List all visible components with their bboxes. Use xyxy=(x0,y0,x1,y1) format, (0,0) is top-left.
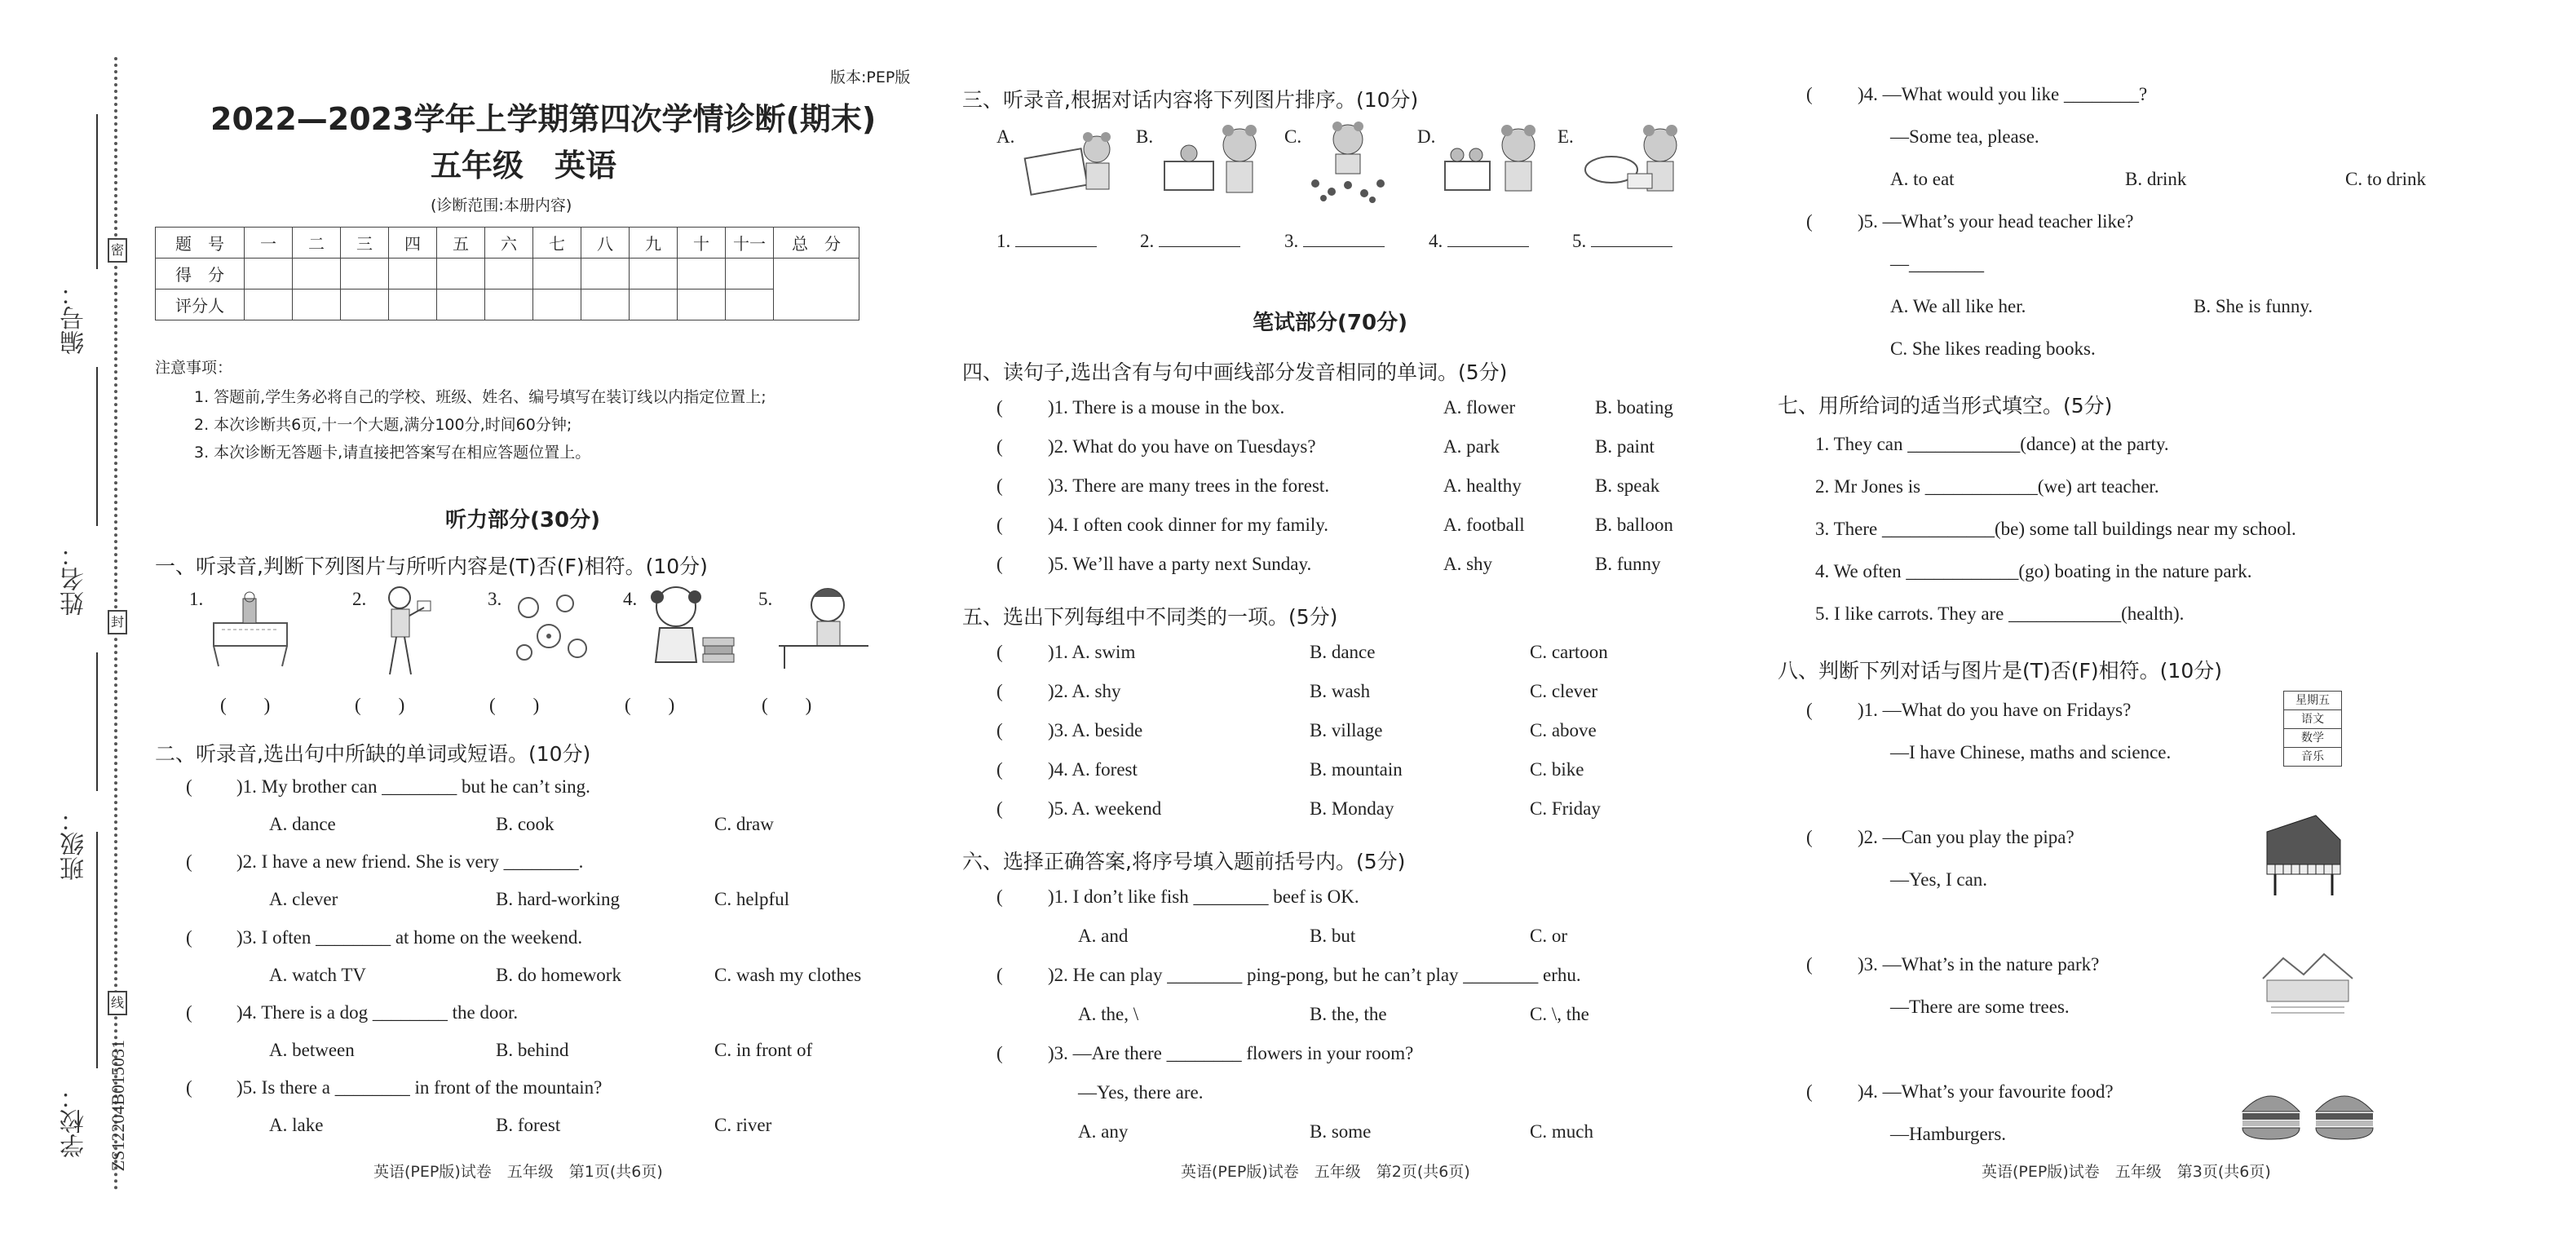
sec3-letter-a: A. xyxy=(996,126,1015,147)
sec7-item-2[interactable]: 2. Mr Jones is ____________(we) art teacher. xyxy=(1815,476,2159,497)
answer-paren[interactable]: ( xyxy=(996,886,1003,907)
answer-line: —I have Chinese, maths and science. xyxy=(1890,742,2172,762)
score-cell[interactable] xyxy=(245,259,293,290)
option-b: B. dance xyxy=(1310,642,1376,662)
score-cell[interactable] xyxy=(341,259,389,290)
answer-line: —Hamburgers. xyxy=(1890,1124,2007,1144)
option-b: B. balloon xyxy=(1595,515,1673,535)
question-text: )4. —What’s your favourite food? xyxy=(1858,1081,2114,1102)
score-cell[interactable] xyxy=(533,259,581,290)
question-text: )2. What do you have on Tuesdays? xyxy=(1048,436,1316,457)
writing-part-heading: 笔试部分(70分) xyxy=(1253,311,1407,335)
option-b: B. paint xyxy=(1595,436,1655,457)
grader-cell[interactable] xyxy=(245,290,293,320)
name-write-line[interactable] xyxy=(96,367,98,526)
table-cell: 七 xyxy=(533,228,581,259)
table-cell: 六 xyxy=(485,228,533,259)
section-4-title: 四、读句子,选出含有与句中画线部分发音相同的单词。(5分) xyxy=(962,360,1508,384)
option-b: B. village xyxy=(1310,720,1383,740)
table-cell: 评分人 xyxy=(156,290,245,320)
schedule-subject: 音乐 xyxy=(2301,750,2324,763)
answer-paren[interactable]: ( xyxy=(996,681,1003,701)
notice-3: 3. 本次诊断无答题卡,请直接把答案写在相应答题位置上。 xyxy=(194,444,591,462)
section-7-title: 七、用所给词的适当形式填空。(5分) xyxy=(1778,394,2113,418)
option-b: B. some xyxy=(1310,1121,1372,1142)
school-write-line[interactable] xyxy=(96,832,98,1068)
version-label: 版本:PEP版 xyxy=(830,69,911,86)
option-c: C. helpful xyxy=(714,889,789,909)
answer-paren[interactable]: ( xyxy=(996,965,1003,985)
sec1-answer-3[interactable]: ( ) xyxy=(489,695,540,715)
option-a: A. flower xyxy=(1443,397,1516,418)
scope-note: (诊断范围:本册内容) xyxy=(431,197,572,214)
total-score-cell[interactable] xyxy=(774,259,859,320)
answer-paren[interactable]: ( xyxy=(186,927,192,948)
option-b: B. She is funny. xyxy=(2194,296,2313,316)
option-a: )5. A. weekend xyxy=(1048,798,1162,819)
school-label: 学校： xyxy=(60,1085,89,1158)
sec1-answer-1[interactable]: ( ) xyxy=(220,695,271,715)
option-a: A. dance xyxy=(269,814,336,834)
answer-paren[interactable]: ( xyxy=(1806,84,1813,104)
answer-paren[interactable]: ( xyxy=(1806,954,1813,975)
answer-paren[interactable]: ( xyxy=(996,515,1003,535)
answer-paren[interactable]: ( xyxy=(996,1043,1003,1063)
grader-cell[interactable] xyxy=(389,290,437,320)
sec3-slot-3[interactable]: 3. xyxy=(1284,230,1385,252)
sec1-num-4: 4. xyxy=(623,589,638,609)
picture-c-bear-garden xyxy=(1303,118,1393,204)
answer-paren[interactable]: ( xyxy=(186,776,192,797)
sec1-num-3: 3. xyxy=(488,589,502,609)
hamburger-table-picture xyxy=(205,589,295,670)
question-text: )1. There is a mouse in the box. xyxy=(1048,397,1285,418)
sec1-answer-5[interactable]: ( ) xyxy=(762,695,812,715)
sec7-item-4[interactable]: 4. We often ____________(go) boating in the nature park. xyxy=(1815,561,2252,581)
girl-books-picture xyxy=(639,581,737,670)
table-cell: 九 xyxy=(630,228,678,259)
answer-paren[interactable]: ( xyxy=(186,1077,192,1098)
question-text: )5. We’ll have a party next Sunday. xyxy=(1048,554,1312,574)
option-c: C. clever xyxy=(1530,681,1598,701)
question-text: )1. I don’t like fish ________ beef is OK. xyxy=(1048,886,1359,907)
option-a: )4. A. forest xyxy=(1048,759,1138,780)
option-a: A. healthy xyxy=(1443,475,1522,496)
grader-cell[interactable] xyxy=(678,290,726,320)
answer-paren[interactable]: ( xyxy=(1806,211,1813,232)
option-b: B. do homework xyxy=(496,965,621,985)
table-cell: 三 xyxy=(341,228,389,259)
boy-desk-picture xyxy=(775,581,873,670)
sec1-num-2: 2. xyxy=(352,589,367,609)
option-b: B. Monday xyxy=(1310,798,1394,819)
answer-paren[interactable]: ( xyxy=(996,475,1003,496)
question-text: )1. My brother can ________ but he can’t sing. xyxy=(236,776,590,797)
grader-cell[interactable] xyxy=(581,290,630,320)
question-text: )5. Is there a ________ in front of the mountain? xyxy=(236,1077,603,1098)
table-cell: 一 xyxy=(245,228,293,259)
sec3-slot-1[interactable]: 1. xyxy=(996,230,1097,252)
answer-line: —There are some trees. xyxy=(1890,997,2070,1017)
option-a: )3. A. beside xyxy=(1048,720,1143,740)
question-text: )2. He can play ________ ping-pong, but he can’t play ________ erhu. xyxy=(1048,965,1581,985)
option-b: B. cook xyxy=(496,814,555,834)
option-a: )1. A. swim xyxy=(1048,642,1136,662)
page-subtitle: 五年级 英语 xyxy=(431,148,617,183)
answer-paren[interactable]: ( xyxy=(1806,827,1813,847)
score-cell[interactable] xyxy=(581,259,630,290)
option-b: B. funny xyxy=(1595,554,1661,574)
option-b: B. but xyxy=(1310,926,1356,946)
option-c: C. much xyxy=(1530,1121,1593,1142)
sec1-answer-2[interactable]: ( ) xyxy=(355,695,405,715)
notice-title: 注意事项： xyxy=(155,359,233,377)
option-a: A. lake xyxy=(269,1115,324,1135)
table-cell: 十 xyxy=(678,228,726,259)
option-c: C. cartoon xyxy=(1530,642,1608,662)
question-text: )3. I often ________ at home on the weekend. xyxy=(236,927,583,948)
option-c: C. \, the xyxy=(1530,1004,1589,1024)
answer-paren[interactable]: ( xyxy=(186,1002,192,1023)
option-a: A. shy xyxy=(1443,554,1493,574)
grader-cell[interactable] xyxy=(341,290,389,320)
option-a: )2. A. shy xyxy=(1048,681,1121,701)
grader-row xyxy=(156,290,859,320)
table-cell: 得 分 xyxy=(156,259,245,290)
section-3-title: 三、听录音,根据对话内容将下列图片排序。(10分) xyxy=(962,88,1419,112)
score-cell[interactable] xyxy=(630,259,678,290)
page2-footer: 英语(PEP版)试卷 五年级 第2页(共6页) xyxy=(1181,1163,1470,1181)
grader-cell[interactable] xyxy=(293,290,341,320)
question-text: )4. There is a dog ________ the door. xyxy=(236,1002,519,1023)
sec3-letter-d: D. xyxy=(1417,126,1436,147)
section-1-title: 一、听录音,判断下列图片与所听内容是(T)否(F)相符。(10分) xyxy=(155,555,708,578)
score-cell[interactable] xyxy=(485,259,533,290)
option-c: C. to drink xyxy=(2345,169,2427,189)
answer-line: —Yes, I can. xyxy=(1890,869,1988,890)
option-a: A. We all like her. xyxy=(1890,296,2026,316)
question-text: )3. —What’s in the nature park? xyxy=(1858,954,2100,975)
table-cell: 四 xyxy=(389,228,437,259)
class-write-line[interactable] xyxy=(96,652,98,791)
answer-line: —Yes, there are. xyxy=(1078,1082,1204,1103)
option-c: C. or xyxy=(1530,926,1567,946)
question-text: )1. —What do you have on Fridays? xyxy=(1858,700,2132,720)
option-a: A. between xyxy=(269,1040,355,1060)
option-c: C. wash my clothes xyxy=(714,965,862,985)
section-6-title: 六、选择正确答案,将序号填入题前括号内。(5分) xyxy=(962,850,1406,873)
question-text: )4. —What would you like ________? xyxy=(1858,84,2148,104)
sec1-num-5: 5. xyxy=(758,589,773,609)
question-text: )3. There are many trees in the forest. xyxy=(1048,475,1330,496)
schedule-subject: 数学 xyxy=(2284,729,2341,748)
piano-picture xyxy=(2259,807,2348,897)
section-2-title: 二、听录音,选出句中所缺的单词或短语。(10分) xyxy=(155,742,591,766)
answer-paren[interactable]: ( xyxy=(996,642,1003,662)
sec3-slot-5[interactable]: 5. xyxy=(1572,230,1672,252)
question-text: )4. I often cook dinner for my family. xyxy=(1048,515,1329,535)
answer-paren[interactable]: ( xyxy=(1806,700,1813,720)
option-b: B. drink xyxy=(2125,169,2187,189)
page1-footer: 英语(PEP版)试卷 五年级 第1页(共6页) xyxy=(373,1163,663,1181)
option-a: A. park xyxy=(1443,436,1500,457)
grader-cell[interactable] xyxy=(533,290,581,320)
answer-paren[interactable]: ( xyxy=(996,397,1003,418)
answer-line[interactable]: —________ xyxy=(1890,254,1984,274)
notice-2: 2. 本次诊断共6页,十一个大题,满分100分,时间60分钟; xyxy=(194,416,572,434)
seal-xian: 线 xyxy=(108,991,127,1015)
schedule-subject: 语文 xyxy=(2284,710,2341,729)
seal-mi: 密 xyxy=(108,238,127,263)
section-8-title: 八、判断下列对话与图片是(T)否(F)相符。(10分) xyxy=(1778,659,2222,683)
nature-park-picture xyxy=(2259,946,2357,1019)
option-c: C. Friday xyxy=(1530,798,1601,819)
option-a: A. any xyxy=(1078,1121,1129,1142)
option-c: C. draw xyxy=(714,814,774,834)
grader-cell[interactable] xyxy=(437,290,485,320)
score-cell[interactable] xyxy=(389,259,437,290)
score-cell[interactable] xyxy=(293,259,341,290)
grader-cell[interactable] xyxy=(726,290,774,320)
page3-footer: 英语(PEP版)试卷 五年级 第3页(共6页) xyxy=(1982,1163,2271,1181)
sec3-letter-b: B. xyxy=(1136,126,1154,147)
picture-e-bear-reading xyxy=(1579,121,1689,198)
question-text: )2. I have a new friend. She is very ________. xyxy=(236,851,584,872)
option-a: A. and xyxy=(1078,926,1129,946)
table-cell: 十一 xyxy=(726,228,774,259)
sec3-slot-4[interactable]: 4. xyxy=(1429,230,1529,252)
answer-paren[interactable]: ( xyxy=(996,436,1003,457)
picture-d-bear-washing xyxy=(1437,121,1551,198)
animals-picture xyxy=(504,583,594,673)
question-text: )3. —Are there ________ flowers in your room? xyxy=(1048,1043,1414,1063)
grader-cell[interactable] xyxy=(485,290,533,320)
score-table xyxy=(155,227,859,320)
score-cell[interactable] xyxy=(726,259,774,290)
answer-paren[interactable]: ( xyxy=(1806,1081,1813,1102)
class-label: 班级： xyxy=(60,807,89,881)
option-b: B. the, the xyxy=(1310,1004,1387,1024)
sec1-num-1: 1. xyxy=(189,589,204,609)
answer-paren[interactable]: ( xyxy=(186,851,192,872)
sec1-answer-4[interactable]: ( ) xyxy=(625,695,675,715)
table-cell: 题 号 xyxy=(156,228,245,259)
section-5-title: 五、选出下列每组中不同类的一项。(5分) xyxy=(962,605,1338,629)
name-label: 姓名： xyxy=(60,542,89,616)
number-label: 编号： xyxy=(60,281,89,355)
notice-1: 1. 答题前,学生务必将自己的学校、班级、姓名、编号填写在装订线以内指定位置上; xyxy=(194,388,767,406)
option-a: A. clever xyxy=(269,889,338,909)
question-text: )5. —What’s your head teacher like? xyxy=(1858,211,2134,232)
option-c: C. bike xyxy=(1530,759,1584,780)
sec3-slot-2[interactable]: 2. xyxy=(1140,230,1240,252)
number-write-line[interactable] xyxy=(96,114,98,269)
option-b: B. behind xyxy=(496,1040,569,1060)
girl-playing-picture xyxy=(375,583,432,681)
sec7-item-5[interactable]: 5. I like carrots. They are ____________(health). xyxy=(1815,603,2185,624)
option-a: A. watch TV xyxy=(269,965,367,985)
picture-b-bear-cooking xyxy=(1158,121,1272,202)
option-b: B. boating xyxy=(1595,397,1673,418)
answer-paren[interactable]: ( xyxy=(996,759,1003,780)
option-a: A. to eat xyxy=(1890,169,1955,189)
option-b: B. forest xyxy=(496,1115,561,1135)
sec3-letter-c: C. xyxy=(1284,126,1302,147)
table-cell: 五 xyxy=(437,228,485,259)
hamburgers-picture xyxy=(2238,1081,2385,1146)
paper-code: ZS12204B015031 xyxy=(108,1040,128,1172)
answer-paren[interactable]: ( xyxy=(996,554,1003,574)
option-a: A. football xyxy=(1443,515,1525,535)
table-cell: 八 xyxy=(581,228,630,259)
option-a: A. the, \ xyxy=(1078,1004,1139,1024)
answer-line: —Some tea, please. xyxy=(1890,126,2039,147)
option-b: B. wash xyxy=(1310,681,1371,701)
listening-part-heading: 听力部分(30分) xyxy=(445,508,600,533)
table-cell: 二 xyxy=(293,228,341,259)
answer-paren[interactable]: ( xyxy=(996,798,1003,819)
question-text: )2. —Can you play the pipa? xyxy=(1858,827,2074,847)
option-c: C. in front of xyxy=(714,1040,813,1060)
sec7-item-1[interactable]: 1. They can ____________(dance) at the party. xyxy=(1815,434,2169,454)
score-cell[interactable] xyxy=(437,259,485,290)
schedule-day: 星期五 xyxy=(2284,692,2341,710)
score-cell[interactable] xyxy=(678,259,726,290)
option-b: B. mountain xyxy=(1310,759,1403,780)
option-c: C. river xyxy=(714,1115,772,1135)
picture-a-bear-drawing xyxy=(1019,121,1117,198)
answer-paren[interactable]: ( xyxy=(996,720,1003,740)
seal-feng: 封 xyxy=(108,610,127,634)
score-table-header xyxy=(156,228,859,259)
option-b: B. hard-working xyxy=(496,889,621,909)
option-c: C. above xyxy=(1530,720,1597,740)
option-c: C. She likes reading books. xyxy=(1890,338,2096,359)
schedule-card xyxy=(2283,691,2342,767)
table-cell: 总 分 xyxy=(774,228,859,259)
grader-cell[interactable] xyxy=(630,290,678,320)
sec7-item-3[interactable]: 3. There ____________(be) some tall buildings near my school. xyxy=(1815,519,2296,539)
score-row xyxy=(156,259,859,290)
option-b: B. speak xyxy=(1595,475,1660,496)
sec3-letter-e: E. xyxy=(1558,126,1574,147)
page-title: 2022—2023学年上学期第四次学情诊断(期末) xyxy=(210,101,877,137)
